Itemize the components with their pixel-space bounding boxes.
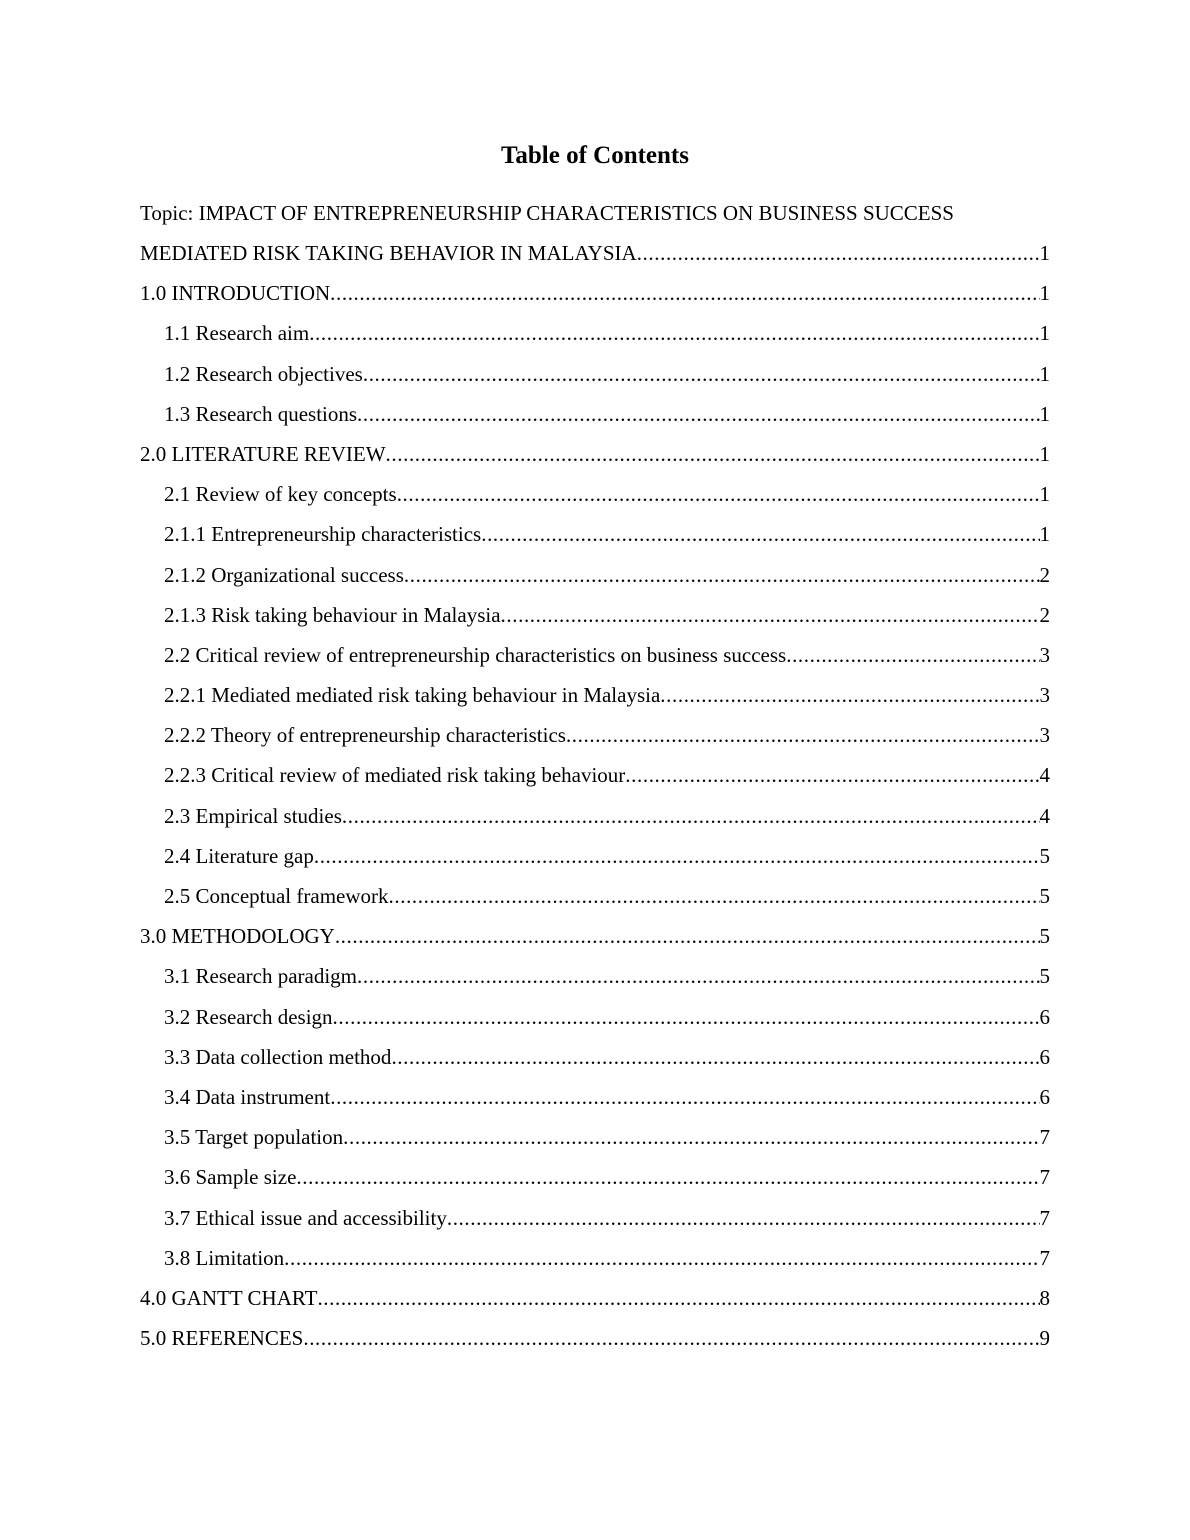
toc-entry[interactable] xyxy=(140,1117,1050,1157)
page-title: Table of Contents xyxy=(501,142,689,169)
toc-entry-page: 1 xyxy=(1039,241,1050,265)
dot-leader xyxy=(447,1198,1040,1238)
dot-leader xyxy=(309,313,1039,353)
toc-entry-title: 3.7 Ethical issue and accessibility xyxy=(164,1205,447,1230)
toc-entry-title: 2.5 Conceptual framework xyxy=(164,884,389,908)
dot-leader xyxy=(404,555,1040,595)
toc-entries xyxy=(140,273,1050,1358)
toc-entry[interactable] xyxy=(140,1238,1050,1278)
dot-leader xyxy=(566,715,1040,755)
toc-entry-title: 5.0 REFERENCES xyxy=(140,1326,304,1351)
toc-entry-title: 2.2 Critical review of entrepreneurship characteristics on business success xyxy=(164,642,787,667)
toc-entry-title: 2.1.1 Entrepreneurship characteristics xyxy=(164,522,482,547)
dot-leader xyxy=(397,474,1040,514)
toc-entry-title: 3.1 Research paradigm xyxy=(164,964,358,989)
toc-entry[interactable] xyxy=(140,1037,1050,1077)
toc-entry[interactable] xyxy=(140,715,1050,755)
toc-entry-title: 3.8 Limitation xyxy=(164,1245,285,1270)
dot-leader xyxy=(284,1238,1039,1278)
toc-entry-page: 5 xyxy=(1039,884,1050,908)
toc-entry-title: 1.1 Research aim xyxy=(164,321,310,346)
toc-entry-title: 2.2.3 Critical review of mediated risk taking behaviour xyxy=(164,763,626,788)
toc-entry-page: 6 xyxy=(1039,1044,1050,1069)
toc-entry[interactable] xyxy=(140,836,1050,876)
toc-entry-title: 1.3 Research questions xyxy=(164,401,358,426)
dot-leader xyxy=(335,916,1040,956)
dot-leader xyxy=(786,635,1039,675)
toc-entry-title: 3.5 Target population xyxy=(164,1125,344,1150)
dot-leader xyxy=(314,836,1040,876)
toc-entry[interactable] xyxy=(140,313,1050,353)
toc-entry-title: 3.6 Sample size xyxy=(164,1165,297,1190)
toc-topic-line-1[interactable]: Topic: IMPACT OF ENTREPRENEURSHIP CHARACTERISTICS ON BUSINESS SUCCESS xyxy=(140,201,954,225)
toc-entry[interactable] xyxy=(140,956,1050,996)
dot-leader xyxy=(357,394,1039,434)
toc-entry-title: 2.3 Empirical studies xyxy=(164,803,342,828)
toc-entry-title: 4.0 GANTT CHART xyxy=(140,1285,318,1310)
dot-leader xyxy=(303,1318,1039,1358)
toc-entry[interactable] xyxy=(140,1318,1050,1358)
toc-entry-title: 2.1 Review of key concepts xyxy=(164,482,397,507)
toc-entry-title: 2.1.3 Risk taking behaviour in Malaysia xyxy=(164,602,501,627)
toc-entry[interactable] xyxy=(140,595,1050,635)
toc-entry[interactable] xyxy=(140,514,1050,554)
toc-entry[interactable] xyxy=(140,997,1050,1037)
toc-entry-page: 6 xyxy=(1039,1004,1050,1029)
toc-entry[interactable] xyxy=(140,555,1050,595)
toc-entry-title: 2.0 LITERATURE REVIEW xyxy=(140,441,386,466)
toc-entry-page: 6 xyxy=(1039,1084,1050,1109)
dot-leader xyxy=(317,1278,1039,1318)
toc-entry-page: 7 xyxy=(1039,1165,1050,1190)
toc-entry-title: 2.2.1 Mediated mediated risk taking behaviour in Malaysia xyxy=(164,683,661,708)
dot-leader xyxy=(389,876,1040,916)
toc-entry[interactable] xyxy=(140,916,1050,956)
toc-entry-page: 2 xyxy=(1039,562,1050,587)
toc-entry-page: 9 xyxy=(1039,1326,1050,1351)
toc-entry-page: 7 xyxy=(1039,1205,1050,1230)
toc-entry-page: 1 xyxy=(1039,281,1050,306)
toc-entry-title: 1.0 INTRODUCTION xyxy=(140,281,331,306)
dot-leader xyxy=(637,233,1040,273)
toc-entry-page: 5 xyxy=(1039,964,1050,989)
toc-entry-title: 3.4 Data instrument xyxy=(164,1084,331,1109)
table-of-contents xyxy=(140,193,1050,1358)
toc-entry[interactable] xyxy=(140,394,1050,434)
toc-entry-page: 1 xyxy=(1039,401,1050,426)
toc-entry-title: MEDIATED RISK TAKING BEHAVIOR IN MALAYSIA xyxy=(140,241,637,265)
toc-entry[interactable] xyxy=(140,675,1050,715)
toc-entry-title: 3.3 Data collection method xyxy=(164,1044,392,1069)
dot-leader xyxy=(386,434,1040,474)
toc-entry-page: 1 xyxy=(1039,522,1050,547)
toc-entry[interactable] xyxy=(140,755,1050,795)
toc-entry-title: 3.2 Research design xyxy=(164,1004,333,1029)
toc-entry[interactable] xyxy=(140,635,1050,675)
toc-entry-page: 5 xyxy=(1039,924,1050,949)
dot-leader xyxy=(357,956,1039,996)
toc-entry-title: 2.4 Literature gap xyxy=(164,843,314,868)
toc-entry-page: 1 xyxy=(1039,361,1050,386)
toc-entry-page: 1 xyxy=(1039,441,1050,466)
dot-leader xyxy=(481,514,1039,554)
dot-leader xyxy=(333,997,1040,1037)
dot-leader xyxy=(330,273,1039,313)
dot-leader xyxy=(343,1117,1039,1157)
toc-entry-page: 8 xyxy=(1039,1285,1050,1310)
toc-entry[interactable] xyxy=(140,1278,1050,1318)
toc-entry-title: 3.0 METHODOLOGY xyxy=(140,924,335,949)
dot-leader xyxy=(342,796,1040,836)
toc-entry-page: 1 xyxy=(1039,321,1050,346)
dot-leader xyxy=(363,354,1040,394)
toc-entry-page: 1 xyxy=(1039,482,1050,507)
dot-leader xyxy=(391,1037,1039,1077)
toc-entry[interactable] xyxy=(140,474,1050,514)
toc-entry-page: 3 xyxy=(1039,723,1050,748)
dot-leader xyxy=(330,1077,1039,1117)
toc-entry[interactable] xyxy=(140,354,1050,394)
toc-entry[interactable] xyxy=(140,273,1050,313)
toc-entry-title: 2.1.2 Organizational success xyxy=(164,562,404,587)
toc-entry-page: 4 xyxy=(1039,763,1050,788)
toc-entry-page: 2 xyxy=(1039,602,1050,627)
toc-entry-page: 4 xyxy=(1039,803,1050,828)
toc-entry-page: 7 xyxy=(1039,1245,1050,1270)
toc-entry-title: 2.2.2 Theory of entrepreneurship characteristics xyxy=(164,723,566,748)
toc-entry[interactable] xyxy=(140,1198,1050,1238)
toc-entry-title: 1.2 Research objectives xyxy=(164,361,363,386)
dot-leader xyxy=(625,755,1039,795)
toc-topic-line-2[interactable] xyxy=(140,233,1050,273)
toc-entry-page: 5 xyxy=(1039,843,1050,868)
toc-entry[interactable] xyxy=(140,1077,1050,1117)
toc-entry[interactable] xyxy=(140,796,1050,836)
toc-entry-page: 3 xyxy=(1039,683,1050,708)
dot-leader xyxy=(501,595,1040,635)
toc-entry-page: 3 xyxy=(1039,642,1050,667)
dot-leader xyxy=(660,675,1039,715)
toc-entry[interactable] xyxy=(140,434,1050,474)
toc-entry[interactable] xyxy=(140,876,1050,916)
toc-entry[interactable] xyxy=(140,1157,1050,1197)
dot-leader xyxy=(296,1157,1039,1197)
toc-entry-page: 7 xyxy=(1039,1125,1050,1150)
